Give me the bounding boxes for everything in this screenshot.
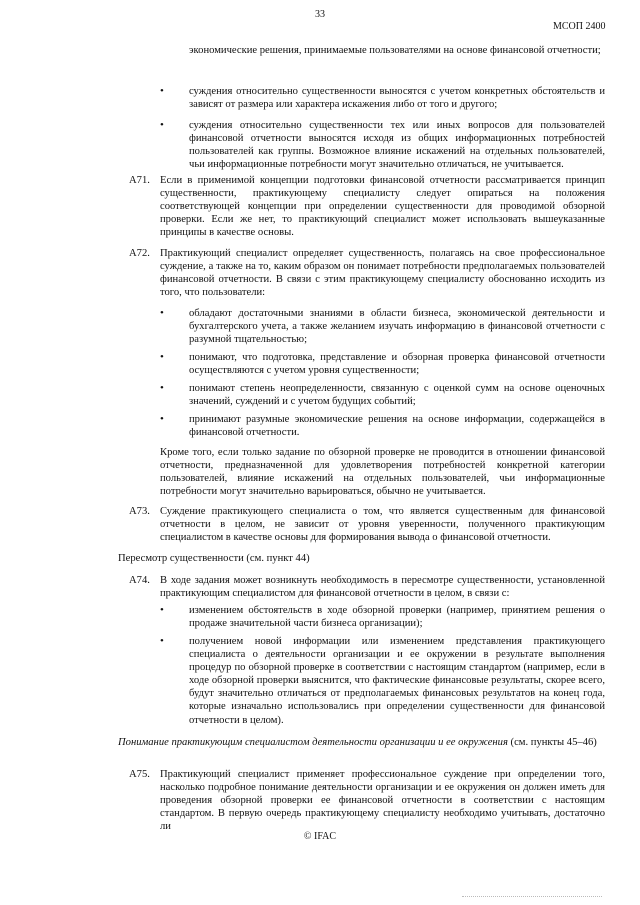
paragraph-a75: Практикующий специалист применяет профессиональное суждение при определении того, насколько подробное понимание деятельности организации и ее окружения он должен иметь для проведения обзорной проверки ее финансовой отчетности в соответствии с настоящим стандартом. В первую очередь практикующему специалисту необходимо учитывать, достаточно ли <box>160 769 605 833</box>
list-item: получением новой информации или изменением представления практикующего специалиста о деятельности организации и ее окружении в результате выполнения процедур по обзорной проверке в соответствии с настоящим стандартом (например, если в ходе обзорной проверки выяснится, что фактические финансовые результаты, скорее всего, будут значительно отличаться от предполагаемых финансовых результатов на конец года, которые изначально использовались при определении существенности для финансовой отчетности в целом). <box>189 636 605 726</box>
intro-tail-text: экономические решения, принимаемые пользователями на основе финансовой отчетности; <box>189 45 601 56</box>
page-number: 33 <box>315 9 325 20</box>
paragraph-a73: Суждение практикующего специалиста о том, что является существенным для финансовой отчетности в целом, не зависит от уровня уверенности, полученного практикующим специалистом в качестве основы для формирования вывода о финансовой отчетности. <box>160 506 605 544</box>
list-item: принимают разумные экономические решения на основе информации, содержащейся в финансовой отчетности. <box>189 414 605 439</box>
list-item: изменением обстоятельств в ходе обзорной проверки (например, принятием решения о продаже значительной части бизнеса организации); <box>189 605 605 630</box>
heading-italic-part: Понимание практикующим специалистом деятельности организации и ее окружения <box>118 737 508 748</box>
list-item: понимают степень неопределенности, связанную с оценкой сумм на основе оценочных значений, суждений и с учетом будущих событий; <box>189 383 605 408</box>
section-heading: Пересмотр существенности (см. пункт 44) <box>118 553 310 564</box>
paragraph-number: A75. <box>129 769 150 780</box>
document-code: МСОП 2400 <box>553 21 606 32</box>
heading-ref-part: (см. пункты 45–46) <box>507 737 597 748</box>
paragraph-a72: Практикующий специалист определяет существенность, полагаясь на свое профессиональное суждение, а также на то, каким образом он понимает потребности предполагаемых пользователей финансовой отчетности. В связи с этим практикующему специалисту обоснованно исходить из того, что пользователи: <box>160 248 605 299</box>
paragraph-a74: В ходе задания может возникнуть необходимость в пересмотре существенности, установленной практикующим специалистом для финансовой отчетности в целом, в связи с: <box>160 575 605 600</box>
bullet-icon: • <box>160 413 164 425</box>
paragraph-number: A74. <box>129 575 150 586</box>
bullet-icon: • <box>160 307 164 319</box>
bullet-icon: • <box>160 382 164 394</box>
paragraph-number: A73. <box>129 506 150 517</box>
bullet-icon: • <box>160 604 164 616</box>
paragraph-a72-closing: Кроме того, если только задание по обзорной проверке не проводится в отношении финансовой отчетности, предназначенной для удовлетворения потребностей конкретной категории пользователей, влияние искажений на отдельных пользователей, чьи информационные потребности могут значительно варьироваться, обычно не учитывается. <box>160 447 605 498</box>
paragraph-number: A72. <box>129 248 150 259</box>
bullet-icon: • <box>160 351 164 363</box>
bullet-icon: • <box>160 85 164 97</box>
section-heading-italic <box>118 736 605 749</box>
bullet-icon: • <box>160 119 164 131</box>
paragraph-a71: Если в применимой концепции подготовки финансовой отчетности рассматривается принцип существенности, практикующему специалисту следует опираться на положения соответствующей концепции при определении существенности для проводимой обзорной проверки. Если же нет, то практикующий специалист может использовать вышеуказанные принципы в качестве основы. <box>160 175 605 239</box>
list-item: суждения относительно существенности тех или иных вопросов для пользователей финансовой отчетности выносятся исходя из общих информационных потребностей пользователей как группы. Возможное влияние искажений на отдельных пользователей, чьи информационные потребности могут значительно отличаться, не учитывается. <box>189 120 605 171</box>
scan-marks <box>462 896 602 899</box>
paragraph-number: A71. <box>129 175 150 186</box>
list-item: суждения относительно существенности выносятся с учетом конкретных обстоятельств и зависят от размера или характера искажения либо от того и другого; <box>189 86 605 111</box>
list-item: понимают, что подготовка, представление и обзорная проверка финансовой отчетности осуществляются с учетом уровня существенности; <box>189 352 605 377</box>
bullet-icon: • <box>160 635 164 647</box>
list-item: обладают достаточными знаниями в области бизнеса, экономической деятельности и бухгалтерского учета, а также желанием изучать информацию в финансовой отчетности с разумной тщательностью; <box>189 308 605 346</box>
footer-copyright: © IFAC <box>303 831 337 842</box>
